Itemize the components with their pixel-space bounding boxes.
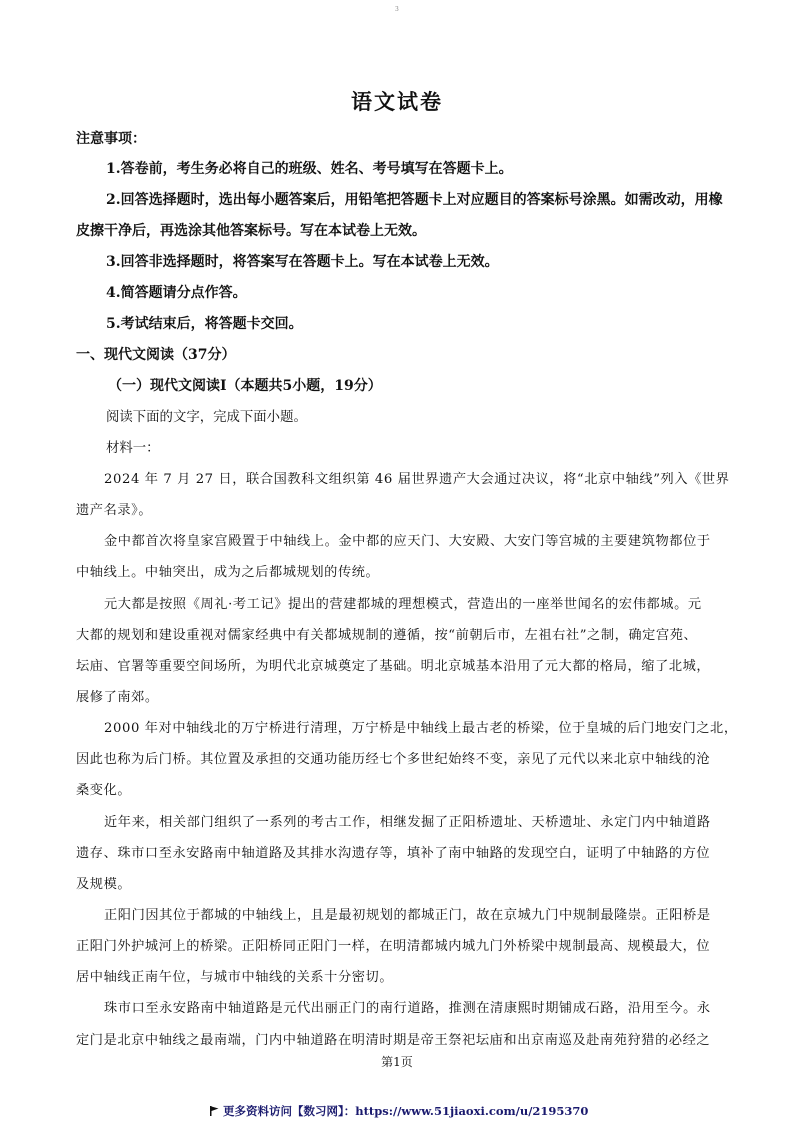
header-mark: 3 (395, 6, 399, 13)
passage-line: 定门是北京中轴线之最南端，门内中轴道路在明清时期是帝王祭祀坛庙和出京南巡及赴南苑狩猎的必经之 (76, 1033, 711, 1048)
passage-line: 居中轴线正南午位，与城市中轴线的关系十分密切。 (76, 970, 394, 985)
passage-line: 遗产名录》。 (76, 503, 153, 518)
passage-line: 坛庙、官署等重要空间场所，为明代北京城奠定了基础。明北京城基本沿用了元大都的格局，缩了北城， (76, 659, 711, 674)
passage-line: 近年来，相关部门组织了一系列的考古工作，相继发掘了正阳桥遗址、天桥遗址、永定门内中轴道路 (104, 815, 711, 830)
passage-line: 遗存、珠市口至永安路南中轴道路及其排水沟遗存等，填补了南中轴路的发现空白，证明了中轴路的方位 (76, 846, 711, 861)
material-label: 材料一： (106, 441, 160, 456)
notice-heading: 注意事项： (76, 131, 146, 147)
passage-line: 2024 年 7 月 27 日，联合国教科文组织第 46 届世界遗产大会通过决议，将“北京中轴线”列入《世界 (104, 472, 730, 487)
notice-item: 4.简答题请分点作答。 (106, 285, 247, 301)
passage-line: 金中都首次将皇家宫殿置于中轴线上。金中都的应天门、大安殿、大安门等宫城的主要建筑物都位于 (104, 534, 711, 549)
notice-item: 1.答卷前，考生务必将自己的班级、姓名、考号填写在答题卡上。 (106, 161, 513, 177)
section-heading: 一、现代文阅读（37分） (76, 347, 236, 363)
footer-banner-text[interactable]: 更多资料访问【数习网】：https://www.51jiaoxi.com/u/2195370 (223, 1104, 589, 1118)
notice-item: 皮擦干净后，再选涂其他答案标号。写在本试卷上无效。 (76, 223, 426, 239)
notice-item: 5.考试结束后，将答题卡交回。 (106, 316, 303, 332)
passage-line: 展修了南郊。 (76, 690, 159, 705)
passage-line: 大都的规划和建设重视对儒家经典中有关都城规制的遵循，按“前朝后市，左祖右社”之制，确定宫苑、 (76, 628, 698, 643)
footer-banner[interactable] (210, 1103, 588, 1119)
subsection-heading: （一）现代文阅读Ⅰ（本题共5小题，19分） (108, 378, 382, 394)
passage-line: 正阳门因其位于都城的中轴线上，且是最初规划的都城正门，故在京城九门中规制最隆崇。正阳桥是 (104, 908, 711, 923)
notice-item: 2.回答选择题时，选出每小题答案后，用铅笔把答题卡上对应题目的答案标号涂黑。如需改动，用橡 (106, 192, 723, 208)
passage-line: 2000 年对中轴线北的万宁桥进行清理，万宁桥是中轴线上最古老的桥梁，位于皇城的后门地安门之北， (104, 721, 738, 736)
passage-line: 中轴线上。中轴突出，成为之后都城规划的传统。 (76, 565, 380, 580)
reading-instruction: 阅读下面的文字，完成下面小题。 (106, 410, 307, 425)
passage-line: 及规模。 (76, 877, 132, 892)
passage-line: 因此也称为后门桥。其位置及承担的交通功能历经七个多世纪始终不变，亲见了元代以来北京中轴线的沧 (76, 752, 711, 767)
passage-line: 元大都是按照《周礼·考工记》提出的营建都城的理想模式，营造出的一座举世闻名的宏伟都城。元 (104, 597, 702, 612)
passage-line: 正阳门外护城河上的桥梁。正阳桥同正阳门一样，在明清都城内城九门外桥梁中规制最高、规模最大，位 (76, 939, 711, 954)
page-number: 第1页 (381, 1055, 413, 1069)
page-title: 语文试卷 (351, 89, 443, 114)
flag-icon (210, 1106, 219, 1116)
passage-line: 珠市口至永安路南中轴道路是元代出丽正门的南行道路，推测在清康熙时期铺成石路，沿用至今。永 (104, 1001, 711, 1016)
notice-item: 3.回答非选择题时，将答案写在答题卡上。写在本试卷上无效。 (106, 254, 499, 270)
passage-line: 桑变化。 (76, 783, 132, 798)
